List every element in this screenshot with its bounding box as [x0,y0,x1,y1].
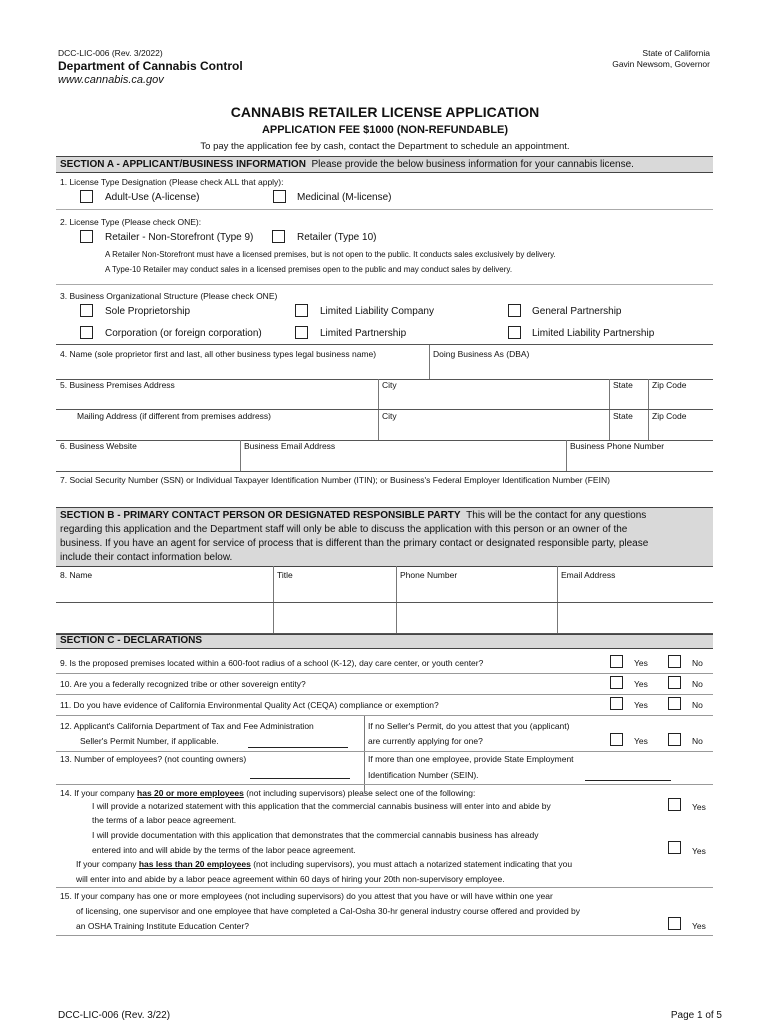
divider [56,673,713,674]
divider [56,887,713,888]
section-a-subtitle: Please provide the below business information for your cannabis license. [311,159,634,170]
retailer-type10-checkbox[interactable] [272,230,285,243]
contact-email-input[interactable] [561,583,710,599]
contact-title-label: Title [277,570,293,580]
llc-checkbox[interactable] [295,304,308,317]
divider [56,602,713,603]
q1-label: 1. License Type Designation (Please check ALL that apply): [60,177,284,187]
q14-option1-line1: I will provide a notarized statement with this application that the commercial cannabis business will enter into and abide by [92,801,551,811]
divider [56,284,713,285]
q12-yes-checkbox[interactable] [610,733,623,746]
mailing-city-input[interactable] [382,423,606,437]
state-label-premises: State [613,380,633,390]
agent-phone-input[interactable] [400,607,553,629]
q14-option1-line2: the terms of a labor peace agreement. [92,815,237,825]
q14-less-line1 [76,859,572,869]
q11-yes-checkbox[interactable] [610,697,623,710]
divider [429,345,430,379]
governor-label: Gavin Newsom, Governor [612,59,710,69]
section-b-line1: This will be the contact for any questions [466,510,647,521]
adult-use-checkbox[interactable] [80,190,93,203]
q14-option2-checkbox[interactable] [668,841,681,854]
non-storefront-checkbox[interactable] [80,230,93,243]
limited-partnership-label: Limited Partnership [320,328,407,339]
contact-phone-label: Phone Number [400,570,458,580]
contact-title-input[interactable] [277,583,392,599]
q14-less-pre: If your company [76,859,137,869]
contact-name-input[interactable] [60,583,269,599]
q13-sein-2: Identification Number (SEIN). [368,770,479,780]
medicinal-checkbox[interactable] [273,190,286,203]
q14-less-bold: has less than 20 employees [138,859,251,869]
general-partnership-label: General Partnership [532,306,622,317]
ssn-input[interactable] [60,488,710,503]
q14-pre: 14. If your company [60,788,135,798]
adult-use-label: Adult-Use (A-license) [105,192,200,203]
city-label: City [382,380,397,390]
agent-email-input[interactable] [561,607,710,629]
divider [240,440,241,472]
divider [56,209,713,210]
sein-input[interactable] [585,766,671,779]
q12-no-checkbox[interactable] [668,733,681,746]
llc-label: Limited Liability Company [320,306,434,317]
fee-title: APPLICATION FEE $1000 (NON-REFUNDABLE) [261,124,509,136]
section-b-title: SECTION B - PRIMARY CONTACT PERSON OR DESIGNATED RESPONSIBLE PARTY [60,510,461,521]
business-email-input[interactable] [244,453,562,468]
q10-label: 10. Are you a federally recognized tribe or other sovereign entity? [60,679,306,689]
contact-name-label: 8. Name [60,570,93,580]
q14-bold: has 20 or more employees [137,788,244,798]
form-id: DCC-LIC-006 (Rev. 3/2022) [58,48,163,58]
dba-label: Doing Business As (DBA) [433,349,530,359]
q10-yes-label: Yes [634,679,648,689]
page-title: CANNABIS RETAILER LICENSE APPLICATION [230,104,540,120]
section-a-title: SECTION A - APPLICANT/BUSINESS INFORMATION [60,159,306,170]
sole-proprietorship-label: Sole Proprietorship [105,306,191,317]
retailer-type10-label: Retailer (Type 10) [297,232,377,243]
mailing-city-label: City [382,411,397,421]
q14-option2-line2: entered into and will abide by the terms of the labor peace agreement. [92,845,356,855]
mailing-state-input[interactable] [613,423,645,437]
business-name-input[interactable] [60,360,425,376]
q9-yes-label: Yes [634,658,648,668]
limited-partnership-checkbox[interactable] [295,326,308,339]
footer-form-id: DCC-LIC-006 (Rev. 3/22) [58,1010,171,1021]
premises-state-input[interactable] [613,392,645,406]
q9-no-checkbox[interactable] [668,655,681,668]
divider [56,715,713,716]
q14-option1-yes: Yes [692,802,706,812]
q14-option2-line1: I will provide documentation with this application that demonstrates that the commercial cannabis business has already [92,830,539,840]
q12-attest-1: If no Seller's Permit, do you attest that you (applicant) [368,721,570,731]
corporation-checkbox[interactable] [80,326,93,339]
q10-no-checkbox[interactable] [668,676,681,689]
employees-line [250,778,350,779]
sellers-permit-line [248,747,348,748]
divider [56,935,713,936]
section-b-line2: regarding this application and the Department staff will only be able to discuss the application with this person or an owner of the [60,524,628,535]
q12-no-label: No [692,736,703,746]
q12-label-1: 12. Applicant's California Department of Tax and Fee Administration [60,721,314,731]
fee-note: To pay the application fee by cash, contact the Department to schedule an appointment. [200,141,570,152]
corporation-label: Corporation (or foreign corporation) [105,328,262,339]
mailing-state-label: State [613,411,633,421]
section-c-title: SECTION C - DECLARATIONS [60,635,203,646]
q15-line2: of licensing, one supervisor and one employee that have completed a Cal-Osha 30-hr general industry course offered and provided by [76,906,581,916]
q7-label: 7. Social Security Number (SSN) or Individual Taxpayer Identification Number (ITIN); or Business's Federal Employer Identification Number (FEIN) [60,475,610,485]
page-number: Page 1 of 5 [670,1010,722,1021]
section-b-line1-wrap [60,510,646,521]
q15-yes-label: Yes [692,921,706,931]
q15-yes-checkbox[interactable] [668,917,681,930]
email-label: Business Email Address [244,441,336,451]
q11-label: 11. Do you have evidence of California Environmental Quality Act (CEQA) compliance or exemption? [60,700,439,710]
divider [396,566,397,634]
q15-line3: an OSHA Training Institute Education Center? [76,921,249,931]
state-label: State of California [642,48,710,58]
q5-label: 5. Business Premises Address [60,380,175,390]
q12-yes-label: Yes [634,736,648,746]
q3-label: 3. Business Organizational Structure (Please check ONE) [60,291,278,301]
q10-yes-checkbox[interactable] [610,676,623,689]
section-b-line4: include their contact information below. [60,552,233,563]
q15-line1: 15. If your company has one or more employees (not including supervisors) do you attest that you have or will have within one year [60,891,553,901]
q2-note-1: A Retailer Non-Storefront must have a licensed premises, but is not open to the public. It conducts sales exclusively by delivery. [105,250,556,259]
mailing-zip-label: Zip Code [652,411,687,421]
divider [273,566,274,634]
sellers-permit-input[interactable] [248,733,348,746]
q11-no-label: No [692,700,703,710]
section-b-line3: business. If you have an agent for service of process that is different than the primary contact or designated responsible party, please [60,538,649,549]
sole-proprietorship-checkbox[interactable] [80,304,93,317]
q13-label: 13. Number of employees? (not counting owners) [60,754,247,764]
q12-label-2: Seller's Permit Number, if applicable. [80,736,219,746]
premises-city-input[interactable] [382,392,606,406]
agent-name-input[interactable] [60,607,269,629]
contact-email-label: Email Address [561,570,616,580]
q13-sein-1: If more than one employee, provide State Employment [368,754,574,764]
q9-label: 9. Is the proposed premises located within a 600-foot radius of a school (K-12), day care center, or youth center? [60,658,484,668]
premises-zip-input[interactable] [652,392,710,406]
contact-phone-input[interactable] [400,583,553,599]
business-phone-input[interactable] [570,453,710,468]
mailing-address-input[interactable] [60,423,375,437]
non-storefront-label: Retailer - Non-Storefront (Type 9) [105,232,254,243]
department-name: Department of Cannabis Control [58,59,243,73]
llp-label: Limited Liability Partnership [532,328,655,339]
premises-address-input[interactable] [60,392,375,406]
q11-yes-label: Yes [634,700,648,710]
q14-post: (not including supervisors) please select one of the following: [246,788,476,798]
q14-less-post: (not including supervisors), you must attach a notarized statement indicating that you [253,859,573,869]
q4-label: 4. Name (sole proprietor first and last, all other business types legal business name) [60,349,377,359]
divider [56,784,713,785]
divider [566,440,567,472]
divider [56,471,713,472]
medicinal-label: Medicinal (M-license) [297,192,392,203]
divider [56,344,713,345]
q2-note-2: A Type-10 Retailer may conduct sales in a licensed premises open to the public and may conduct sales by delivery. [105,265,513,274]
zip-label-premises: Zip Code [652,380,687,390]
q6-label: 6. Business Website [60,441,137,451]
divider [557,566,558,634]
general-partnership-checkbox[interactable] [508,304,521,317]
section-a-title-wrap [60,159,634,170]
divider [648,379,649,441]
q9-yes-checkbox[interactable] [610,655,623,668]
employees-input[interactable] [250,764,350,777]
agent-title-input[interactable] [277,607,392,629]
q2-label: 2. License Type (Please check ONE): [60,217,202,227]
divider [56,751,713,752]
q14-option2-yes: Yes [692,846,706,856]
llp-checkbox[interactable] [508,326,521,339]
phone-label: Business Phone Number [570,441,665,451]
q14-less-line2: will enter into and abide by a labor peace agreement within 60 days of hiring your 20th non-supervisory employee. [76,874,505,884]
q11-no-checkbox[interactable] [668,697,681,710]
dba-input[interactable] [433,360,708,376]
mailing-zip-input[interactable] [652,423,710,437]
divider [56,694,713,695]
q14-label [60,788,475,798]
q14-option1-checkbox[interactable] [668,798,681,811]
divider [56,409,713,410]
sein-line [585,780,671,781]
q12-attest-2: are currently applying for one? [368,736,483,746]
q10-no-label: No [692,679,703,689]
q9-no-label: No [692,658,703,668]
divider [364,716,365,792]
website-input[interactable] [60,453,236,468]
divider [378,379,379,441]
mailing-address-label: Mailing Address (if different from premises address) [77,411,272,421]
divider [609,379,610,441]
website: www.cannabis.ca.gov [58,74,164,86]
